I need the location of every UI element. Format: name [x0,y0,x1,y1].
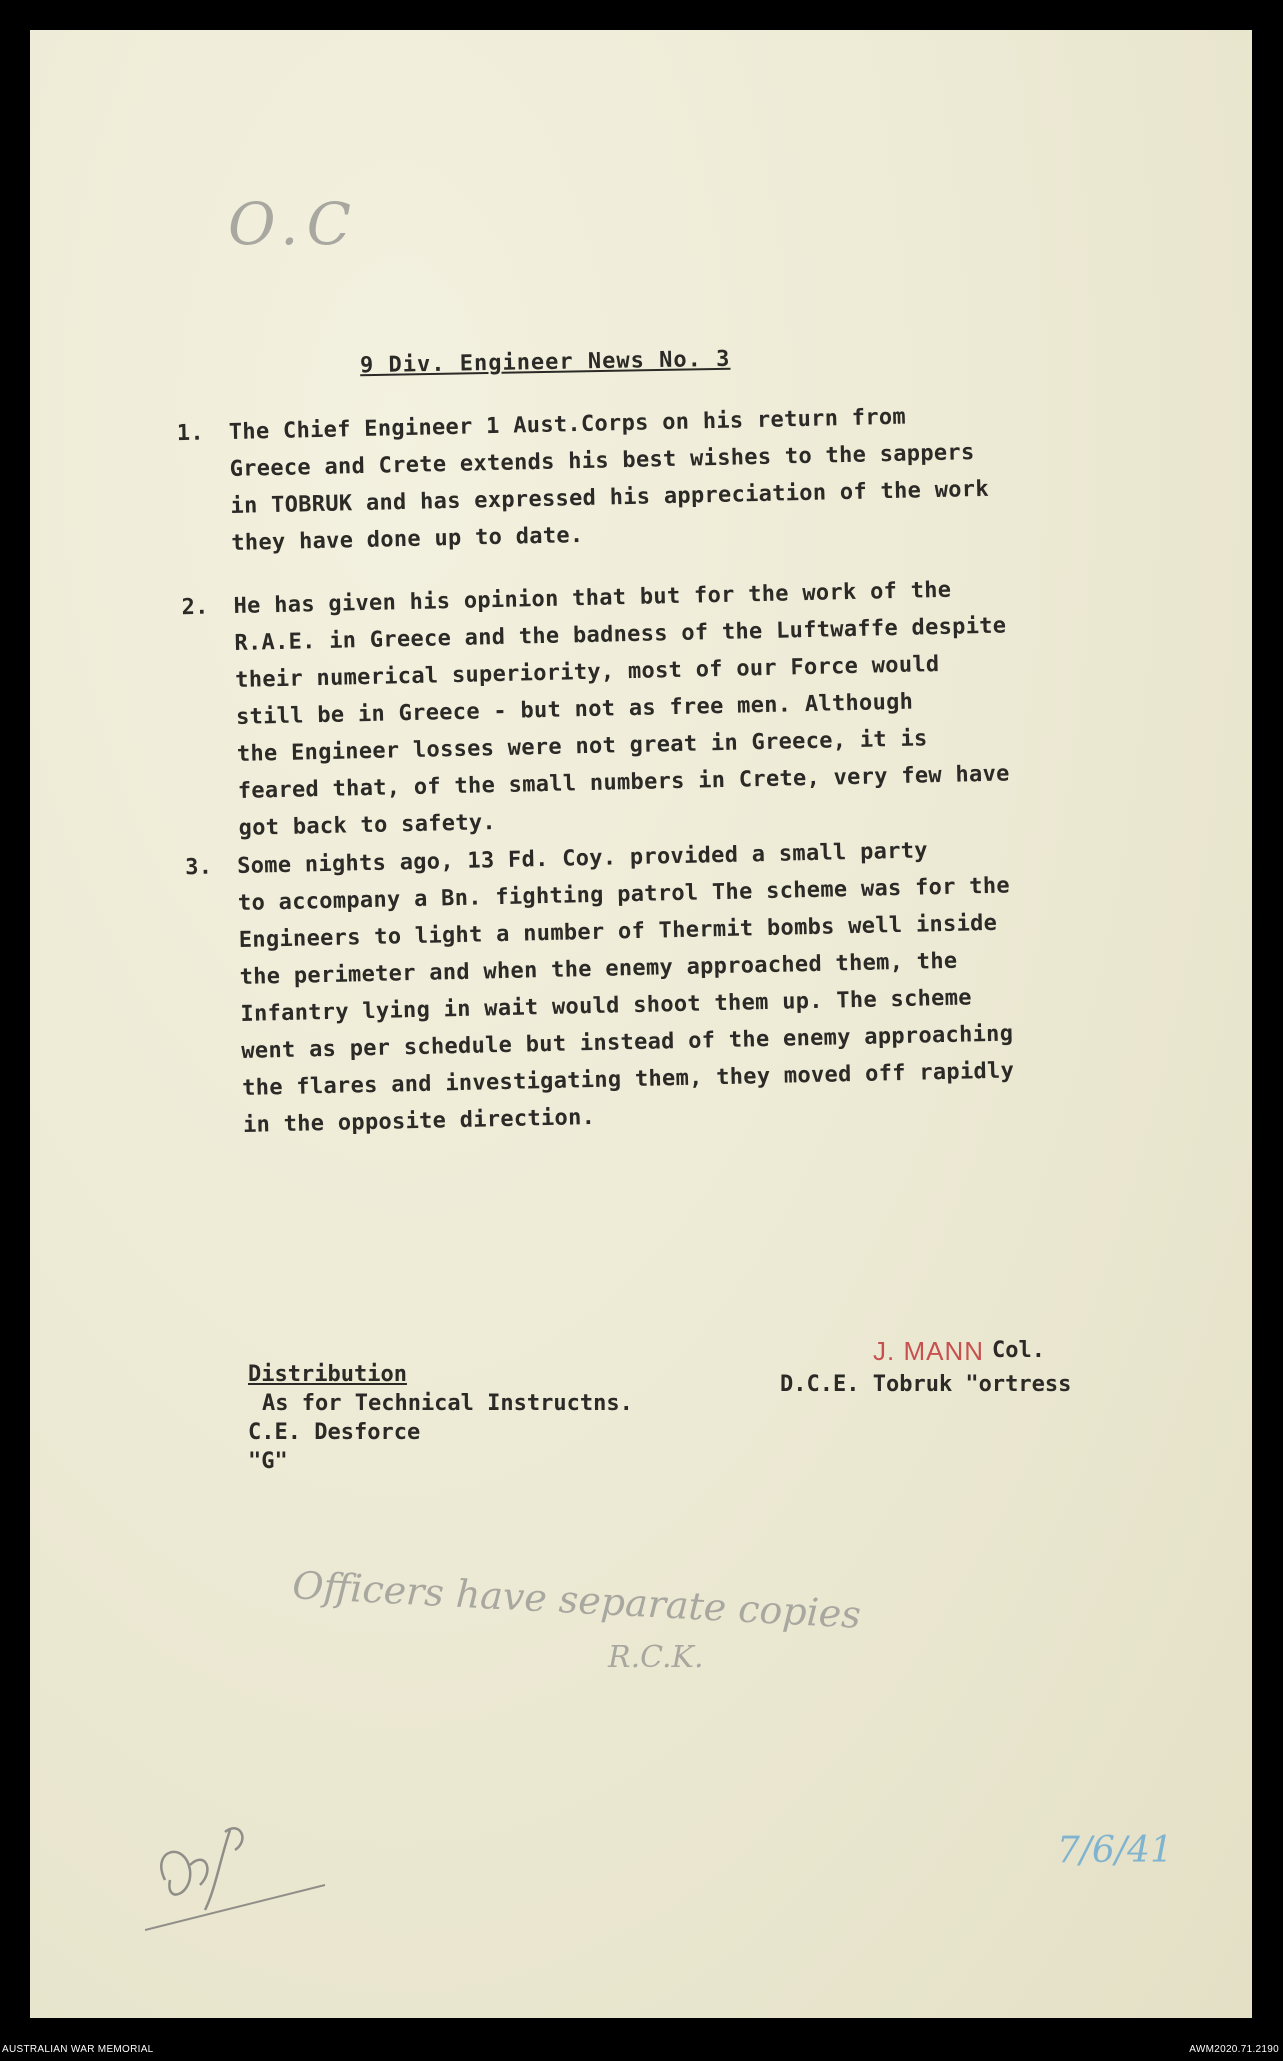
name-stamp: J. MANN [873,1336,984,1366]
paragraph-line: R.A.E. in Greece and the badness of the Luftwaffe despite [234,613,1007,656]
paragraph-line: the perimeter and when the enemy approached them, the [239,948,958,990]
paragraph-line: Infantry lying in wait would shoot them up. The scheme [240,985,973,1027]
signature-rank: Col. [992,1338,1045,1363]
document-page [30,30,1252,2018]
footer-credit: AUSTRALIAN WAR MEMORIAL [2,2044,154,2055]
paragraph-line: still be in Greece - but not as free men. Although [235,689,914,730]
paragraph-line: the Engineer losses were not great in Greece, it is [236,726,928,767]
paragraph-2 [181,568,1119,847]
distribution-item: C.E. Desforce [248,1420,421,1445]
paragraph-line: The Chief Engineer 1 Aust.Corps on his return from [228,404,907,445]
corner-pencil-mark: O.C [228,190,359,258]
handwritten-date: 7/6/41 [1057,1830,1173,1871]
signature-position: D.C.E. Tobruk "ortress [780,1372,1072,1397]
paragraph-line: to accompany a Bn. fighting patrol The scheme was for the [237,873,1011,917]
paragraph-line: the flares and investigating them, they moved off rapidly [241,1058,1015,1101]
handwritten-note: Officers have separate copies [291,1563,862,1637]
handwritten-initials-signature [145,1810,335,1940]
paragraph-line: Greece and Crete extends his best wishes to the sappers [229,440,975,482]
distribution-item: As for Technical Instructns. [262,1391,633,1416]
paragraph-line: went as per schedule but instead of the enemy approaching [241,1021,1014,1064]
distribution-heading: Distribution [248,1362,407,1387]
paragraph-line: their numerical superiority, most of our Force would [234,652,940,693]
paragraph-number: 1. [176,420,205,447]
distribution-block [248,1360,633,1476]
paragraph-line: got back to safety. [238,810,497,841]
paragraph-line: He has given his opinion that but for the work of the [233,577,952,620]
paragraph-1 [176,394,1111,562]
distribution-item: "G" [248,1449,288,1474]
handwritten-initials-note: R.C.K. [608,1640,704,1675]
paragraph-number: 2. [181,594,209,621]
document-title: 9 Div. Engineer News No. 3 [359,346,731,379]
paragraph-line: Engineers to light a number of Thermit bombs well inside [238,910,998,953]
paragraph-3 [184,828,1123,1144]
footer-reference: AWM2020.71.2190 [1189,2044,1279,2055]
paragraph-number: 3. [184,854,213,881]
paragraph-line: in TOBRUK and has expressed his appreciation of the work [230,476,990,519]
paragraph-line: feared that, of the small numbers in Crete, very few have [237,761,1010,804]
paragraph-line: they have done up to date. [231,522,584,556]
paragraph-line: in the opposite direction. [242,1104,596,1138]
paragraph-line: Some nights ago, 13 Fd. Coy. provided a small party [236,838,929,880]
